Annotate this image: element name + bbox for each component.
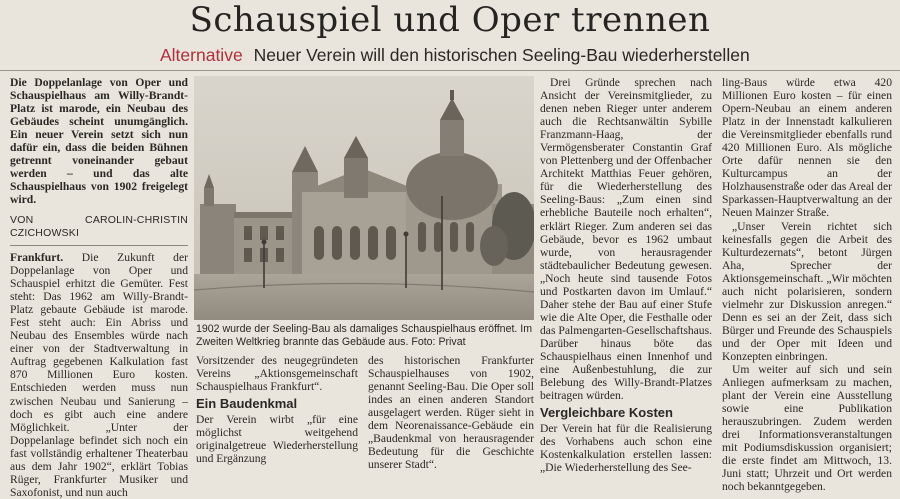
column-3: [368, 354, 534, 471]
photo-credit: Foto: Privat: [411, 336, 466, 348]
col5-paragraph-2: „Unser Verein richtet sich keinesfalls gegen die Arbeit des Kulturdezernats“, betont Jürgen Aha, Sprecher der Aktionsgemeinschaft. „Wir möchten auch nicht polarisieren, sondern vielmehr zur Diskussion anregen.“ Denn es sei an der Zeit, dass sich Bürger und Freunde des Schauspiels und der Oper mit Ideen und Konzepten einbringen.: [722, 219, 892, 363]
body-paragraph: [10, 251, 188, 499]
column-5: [722, 76, 892, 494]
subheadline: [160, 44, 900, 66]
col5-paragraph-3: Um weiter auf sich und sein Anliegen aufmerksam zu machen, plant der Verein eine Ausstellung sowie eine Publikation herauszubringen. Zudem werden drei Informationsveranstaltungen mit Podiumsdiskussion organisiert; die erste findet am Mittwoch, 13. Juni statt; Uhrzeit und Ort werden noch bekanntgegeben.: [722, 363, 892, 494]
col3-paragraph: des historischen Frankfurter Schauspielhauses von 1902, genannt Seeling-Bau. Die Oper soll indes an einen anderen Standort ausgelagert werden. Rüger sieht in dem Neorenaissance-Gebäude ein „Baudenkmal von herausragender Bedeutung für die Geschichte unserer Stadt“.: [368, 354, 534, 472]
dateline: Frankfurt.: [10, 251, 64, 264]
subhead-vergleichbare-kosten: Vergleichbare Kosten: [540, 405, 673, 421]
col4-paragraph-2: Der Verein hat für die Realisierung des Vorhabens auch schon eine Kostenkalkulation erstellen lassen: „Die Wiederherstellung des See-: [540, 422, 712, 475]
header-rule: [0, 70, 900, 71]
col4-paragraph: Drei Gründe sprechen nach Ansicht der Vereinsmitglieder, zu denen neben Rieger unter anderem auch die Rechtsanwältin Sybille Franzmann-Haag, der Vermögensberater Constantin Graf von Plettenberg und der Offenbacher Architekt Matthias Feuer gehören, für die Wiederherstellung des Seeling-Baus: „Zum einen sind erhebliche Bauteile noch erhalten“, erklärt Rieger. Zum anderen sei das Gebäude, bevor es 1962 umbaut wurde, von herausragender städtebaulicher Bedeutung gewesen. „Noch heute sind tausende Fotos und Postkarten davon im Umlauf.“ Daher stehe der Bau auf einer Stufe wie die Alte Oper, die Festhalle oder das Palmengarten-Gesellschaftshaus. Darüber hinaus böte das Schauspielhaus einen Innenhof und eine Außenbestuhlung, die zur Belebung des Willy-Brandt-Platzes beitragen würden.: [540, 76, 712, 403]
photo-caption: [196, 323, 536, 349]
column-1: [10, 76, 188, 499]
headline: Schauspiel und Oper trennen: [189, 0, 711, 40]
byline: VON CAROLIN-CHRISTIN CZICHOWSKI: [10, 214, 188, 239]
teaser: Die Doppelanlage von Oper und Schauspielhaus am Willy-Brandt-Platz ist marode, ein Neubau des Gebäudes scheint unumgänglich. Ein neuer Verein setzt sich nun dafür ein, dass die beiden Bühnen getrennt voneinander gebaut werden – und das alte Schauspielhaus von 1902 freigelegt wird.: [10, 76, 188, 206]
seeling-bau-illustration: [194, 76, 534, 320]
col2-paragraph-2: Der Verein wirbt „für eine möglichst weitgehend originalgetreue Wiederherstellung und Ergänzung: [196, 413, 358, 466]
caption-text: 1902 wurde der Seeling-Bau als damaliges Schauspielhaus eröffnet. Im Zweiten Weltkrieg brannte das Gebäude aus.: [196, 323, 533, 348]
byline-divider: [10, 245, 188, 246]
column-4: [540, 76, 712, 474]
col2-paragraph: Vorsitzender des neugegründeten Vereins „Aktionsgemeinschaft Schauspielhaus Frankfurt“.: [196, 354, 358, 394]
col1-body: Die Zukunft der Doppelanlage von Oper und Schauspiel erhitzt die Gemüter. Fest steht: Das 1962 am Willy-Brandt-Platz gebaute Gebäude ist marode. Fest steht auch: Ein Abriss und Neubau des Ensembles würde nach einer von der Stadtverwaltung in Auftrag gegebenen Kalkulation fast 870 Millionen Euro kosten. Entschieden werden muss nun zwischen Neubau und Sanierung – doch es gibt auch eine andere Möglichkeit. „Unter der Doppelanlage befindet sich noch ein fast vollständig erhaltener Theaterbau aus dem Jahr 1902“, erklärt Tobias Rüger, Frankfurter Musiker und Saxofonist, und nun auch: [10, 251, 188, 499]
kicker: Alternative: [160, 45, 243, 65]
deck: Neuer Verein will den historischen Seeling-Bau wiederherstellen: [253, 45, 750, 65]
column-2: [196, 354, 358, 465]
subhead-baudenkmal: Ein Baudenkmal: [196, 396, 298, 412]
col5-paragraph: ling-Baus würde etwa 420 Millionen Euro kosten – für einen Opern-Neubau an einem anderen Platz in der Innenstadt kalkulieren die Vereinsmitglieder ebenfalls rund 420 Millionen Euro. Als mögliche Orte dafür nennen sie den Kulturcampus an der Holzhausenstraße oder das Areal der Sparkassen-Hauptverwaltung an der Neuen Mainzer Straße.: [722, 76, 892, 220]
theater-photo: [194, 76, 534, 320]
